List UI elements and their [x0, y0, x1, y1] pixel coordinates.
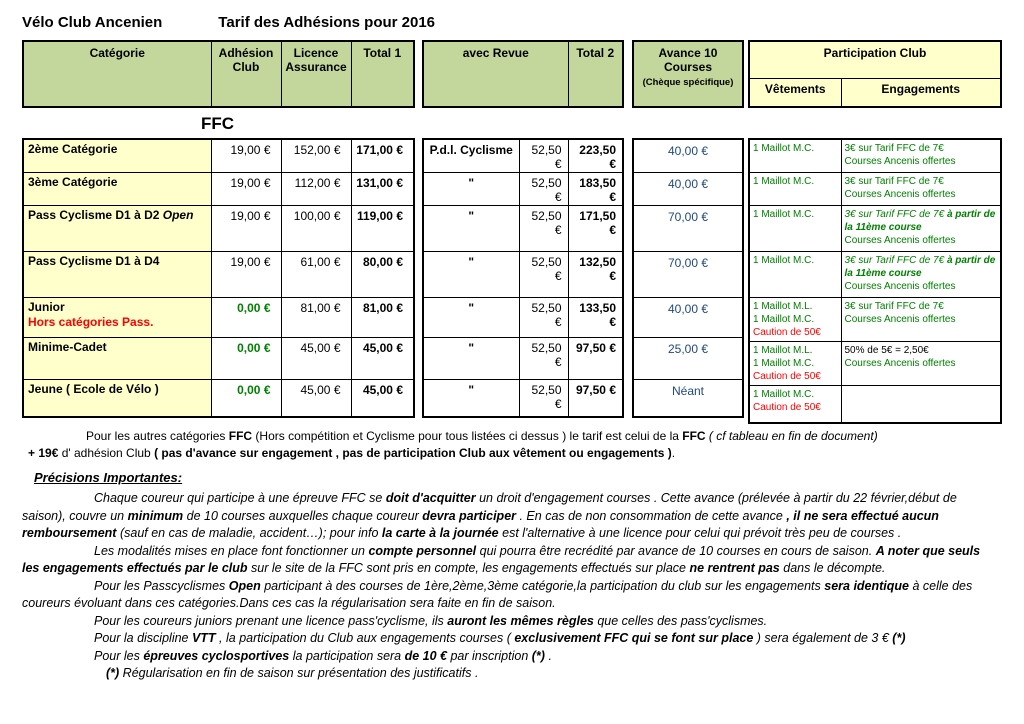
- table-row: [23, 205, 414, 251]
- header-avance-line1: Avance 10: [658, 46, 718, 60]
- cell-avance-courses: 25,00 €: [633, 337, 743, 379]
- cell-licence-assurance: 152,00 €: [281, 139, 351, 172]
- cell-total1: 171,00 €: [351, 139, 414, 172]
- cell-adhesion-club: 0,00 €: [211, 297, 281, 337]
- cell-revue: ": [423, 337, 519, 379]
- cell-engagements: 50% de 5€ = 2,50€ Courses Ancenis offertes: [841, 341, 1001, 385]
- cell-licence-assurance: 112,00 €: [281, 172, 351, 205]
- header-vetements: Vêtements: [749, 78, 841, 107]
- cell-category: 2ème Catégorie: [23, 139, 211, 172]
- cell-avance-courses: 40,00 €: [633, 139, 743, 172]
- table-row: [423, 251, 623, 297]
- table-row: [749, 341, 1001, 385]
- header-categorie: Catégorie: [23, 41, 211, 107]
- table-data-band: [22, 138, 1004, 424]
- cell-total2: 223,50 €: [568, 139, 623, 172]
- ffc-table-participation: [748, 138, 1002, 424]
- table-row: [423, 172, 623, 205]
- header-total1: Total 1: [351, 41, 414, 107]
- table-row: [23, 379, 414, 417]
- cell-licence-assurance: 100,00 €: [281, 205, 351, 251]
- header-block-revue: [422, 40, 624, 108]
- header-avance-courses: [633, 41, 743, 107]
- header-avance-cheque: (Chèque spécifique): [642, 77, 734, 88]
- cell-engagements: 3€ sur Tarif FFC de 7€ à partir de la 11ème course Courses Ancenis offertes: [841, 251, 1001, 297]
- header-block-avance: [632, 40, 744, 108]
- cell-vetements: 1 Maillot M.C.: [749, 205, 841, 251]
- table-row: [749, 172, 1001, 205]
- precision-paragraph-1: Chaque coureur qui participe à une épreuve FFC se doit d'acquitter un droit d'engagement courses . Cette avance (prélevée à partir du 22 février,début de saison), couvre un minimum de 10 courses auxquelles chaque coureur devra participer . En cas de non consommation de cette avance , il ne sera effectué aucun remboursement (sauf en cas de maladie, accident…); pour info la carte à la journée est l'alternative à une licence pour celui qui prévoit très peu de courses .: [22, 491, 957, 540]
- cell-revue-price: 52,50 €: [519, 297, 568, 337]
- header-licence-assurance: Licence Assurance: [281, 41, 351, 107]
- cell-avance-courses: Néant: [633, 379, 743, 417]
- cell-category: Pass Cyclisme D1 à D2 Open: [23, 205, 211, 251]
- cell-engagements: 3€ sur Tarif FFC de 7€ à partir de la 11ème course Courses Ancenis offertes: [841, 205, 1001, 251]
- table-row: [749, 139, 1001, 172]
- table-row: [749, 297, 1001, 341]
- document-title: Tarif des Adhésions pour 2016: [218, 14, 436, 31]
- table-row: [23, 297, 414, 337]
- cell-total2: 171,50 €: [568, 205, 623, 251]
- cell-adhesion-club: 19,00 €: [211, 205, 281, 251]
- table-row: [633, 337, 743, 379]
- cell-licence-assurance: 45,00 €: [281, 379, 351, 417]
- precision-paragraph-4: Pour les coureurs juniors prenant une licence pass'cyclisme, ils auront les mêmes règles que celles des pass'cyclismes.: [94, 613, 768, 628]
- cell-adhesion-club: 0,00 €: [211, 337, 281, 379]
- cell-licence-assurance: 61,00 €: [281, 251, 351, 297]
- cell-category: Minime-Cadet: [23, 337, 211, 379]
- table-row: [749, 251, 1001, 297]
- table-row: [423, 297, 623, 337]
- table-row: [633, 251, 743, 297]
- section-label-ffc: FFC: [200, 114, 235, 133]
- cell-avance-courses: 70,00 €: [633, 205, 743, 251]
- header-total2: Total 2: [568, 41, 623, 107]
- header-engagements: Engagements: [841, 78, 1001, 107]
- cell-vetements: 1 Maillot M.C.: [749, 251, 841, 297]
- cell-adhesion-club: 0,00 €: [211, 379, 281, 417]
- cell-total2: 132,50 €: [568, 251, 623, 297]
- cell-category: Junior Hors catégories Pass.: [23, 297, 211, 337]
- note-adhesion-club: + 19€ d' adhésion Club ( pas d'avance sur engagement , pas de participation Club aux vêtement ou engagements ).: [28, 446, 676, 460]
- table-row: [749, 385, 1001, 423]
- table-row: [23, 251, 414, 297]
- cell-vetements: 1 Maillot M.L. 1 Maillot M.C. Caution de 50€: [749, 341, 841, 385]
- precisions-title: Précisions Importantes:: [34, 470, 183, 485]
- precision-paragraph-6: Pour les épreuves cyclosportives la participation sera de 10 € par inscription (*) .: [94, 648, 552, 663]
- precision-paragraph-3: Pour les Passcyclismes Open participant à des courses de 1ère,2ème,3ème catégorie,la participation du club sur les engagements sera identique à celle des coureurs évoluant dans ces catégories.Dans ces cas la régularisation sera faite en fin de saison.: [22, 578, 973, 610]
- cell-vetements: 1 Maillot M.C.: [749, 139, 841, 172]
- precisions-paragraphs: [22, 490, 1004, 683]
- table-row: [633, 379, 743, 417]
- table-row: [423, 205, 623, 251]
- ffc-table-revue-body: [423, 139, 623, 417]
- table-row: [749, 205, 1001, 251]
- title-bar: [22, 14, 1004, 31]
- ffc-table-participation-body: [749, 139, 1001, 423]
- cell-category: Jeune ( Ecole de Vélo ): [23, 379, 211, 417]
- cell-revue: ": [423, 379, 519, 417]
- ffc-table-revue: [422, 138, 624, 418]
- table-row: [23, 139, 414, 172]
- cell-revue-price: 52,50 €: [519, 205, 568, 251]
- table-header-band: [22, 40, 1004, 108]
- note-other-categories: Pour les autres catégories FFC (Hors compétition et Cyclisme pour tous listées ci dessus ) le tarif est celui de la FFC ( cf tableau en fin de document): [86, 429, 878, 443]
- header-participation-club: Participation Club: [749, 41, 1001, 78]
- ffc-table-main-body: [23, 139, 414, 417]
- precision-paragraph-footnote: (*) Régularisation en fin de saison sur présentation des justificatifs .: [106, 666, 479, 680]
- table-row: [423, 337, 623, 379]
- club-title: Vélo Club Ancenien: [22, 14, 163, 31]
- cell-total1: 131,00 €: [351, 172, 414, 205]
- cell-revue: ": [423, 251, 519, 297]
- header-block-participation: [748, 40, 1002, 108]
- header-block-main: [22, 40, 415, 108]
- table-row: [23, 337, 414, 379]
- cell-total1: 45,00 €: [351, 379, 414, 417]
- cell-licence-assurance: 45,00 €: [281, 337, 351, 379]
- cell-revue-price: 52,50 €: [519, 251, 568, 297]
- cell-total1: 45,00 €: [351, 337, 414, 379]
- cell-engagements: 3€ sur Tarif FFC de 7€ Courses Ancenis offertes: [841, 139, 1001, 172]
- cell-total1: 80,00 €: [351, 251, 414, 297]
- cell-revue: ": [423, 205, 519, 251]
- cell-avance-courses: 70,00 €: [633, 251, 743, 297]
- cell-total2: 97,50 €: [568, 337, 623, 379]
- cell-adhesion-club: 19,00 €: [211, 172, 281, 205]
- ffc-table-avance: [632, 138, 744, 418]
- header-avance-line2: Courses: [663, 60, 713, 74]
- cell-avance-courses: 40,00 €: [633, 172, 743, 205]
- cell-revue: P.d.l. Cyclisme: [423, 139, 519, 172]
- header-adhesion-club: Adhésion Club: [211, 41, 281, 107]
- table-row: [423, 379, 623, 417]
- cell-vetements: 1 Maillot M.C.: [749, 172, 841, 205]
- cell-engagements: 3€ sur Tarif FFC de 7€ Courses Ancenis offertes: [841, 172, 1001, 205]
- cell-category: Pass Cyclisme D1 à D4: [23, 251, 211, 297]
- cell-revue: ": [423, 297, 519, 337]
- cell-vetements: 1 Maillot M.C. Caution de 50€: [749, 385, 841, 423]
- cell-total1: 81,00 €: [351, 297, 414, 337]
- cell-total1: 119,00 €: [351, 205, 414, 251]
- cell-licence-assurance: 81,00 €: [281, 297, 351, 337]
- table-row: [633, 139, 743, 172]
- table-row: [633, 172, 743, 205]
- ffc-table-avance-body: [633, 139, 743, 417]
- cell-revue: ": [423, 172, 519, 205]
- cell-adhesion-club: 19,00 €: [211, 139, 281, 172]
- cell-total2: 183,50 €: [568, 172, 623, 205]
- precision-paragraph-5: Pour la discipline VTT , la participation du Club aux engagements courses ( exclusivement FFC qui se font sur place ) sera également de 3 € (*): [94, 631, 906, 645]
- table-row: [633, 205, 743, 251]
- table-row: [633, 297, 743, 337]
- table-row: [23, 172, 414, 205]
- cell-vetements: 1 Maillot M.L. 1 Maillot M.C. Caution de 50€: [749, 297, 841, 341]
- cell-revue-price: 52,50 €: [519, 139, 568, 172]
- cell-revue-price: 52,50 €: [519, 172, 568, 205]
- cell-total2: 133,50 €: [568, 297, 623, 337]
- precision-paragraph-2: Les modalités mises en place font fonctionner un compte personnel qui pourra être recrédité par avance de 10 courses en cours de saison. A noter que seuls les engagements effectués par le club sur le site de la FFC sont pris en compte, les engagements effectués sur place ne rentrent pas dans le décompte.: [22, 543, 981, 575]
- ffc-table-main: [22, 138, 415, 418]
- cell-adhesion-club: 19,00 €: [211, 251, 281, 297]
- cell-revue-price: 52,50 €: [519, 337, 568, 379]
- cell-category: 3ème Catégorie: [23, 172, 211, 205]
- cell-engagements: [841, 385, 1001, 423]
- cell-revue-price: 52,50 €: [519, 379, 568, 417]
- cell-engagements: 3€ sur Tarif FFC de 7€ Courses Ancenis offertes: [841, 297, 1001, 341]
- table-row: [423, 139, 623, 172]
- cell-total2: 97,50 €: [568, 379, 623, 417]
- header-avec-revue: avec Revue: [423, 41, 568, 107]
- cell-avance-courses: 40,00 €: [633, 297, 743, 337]
